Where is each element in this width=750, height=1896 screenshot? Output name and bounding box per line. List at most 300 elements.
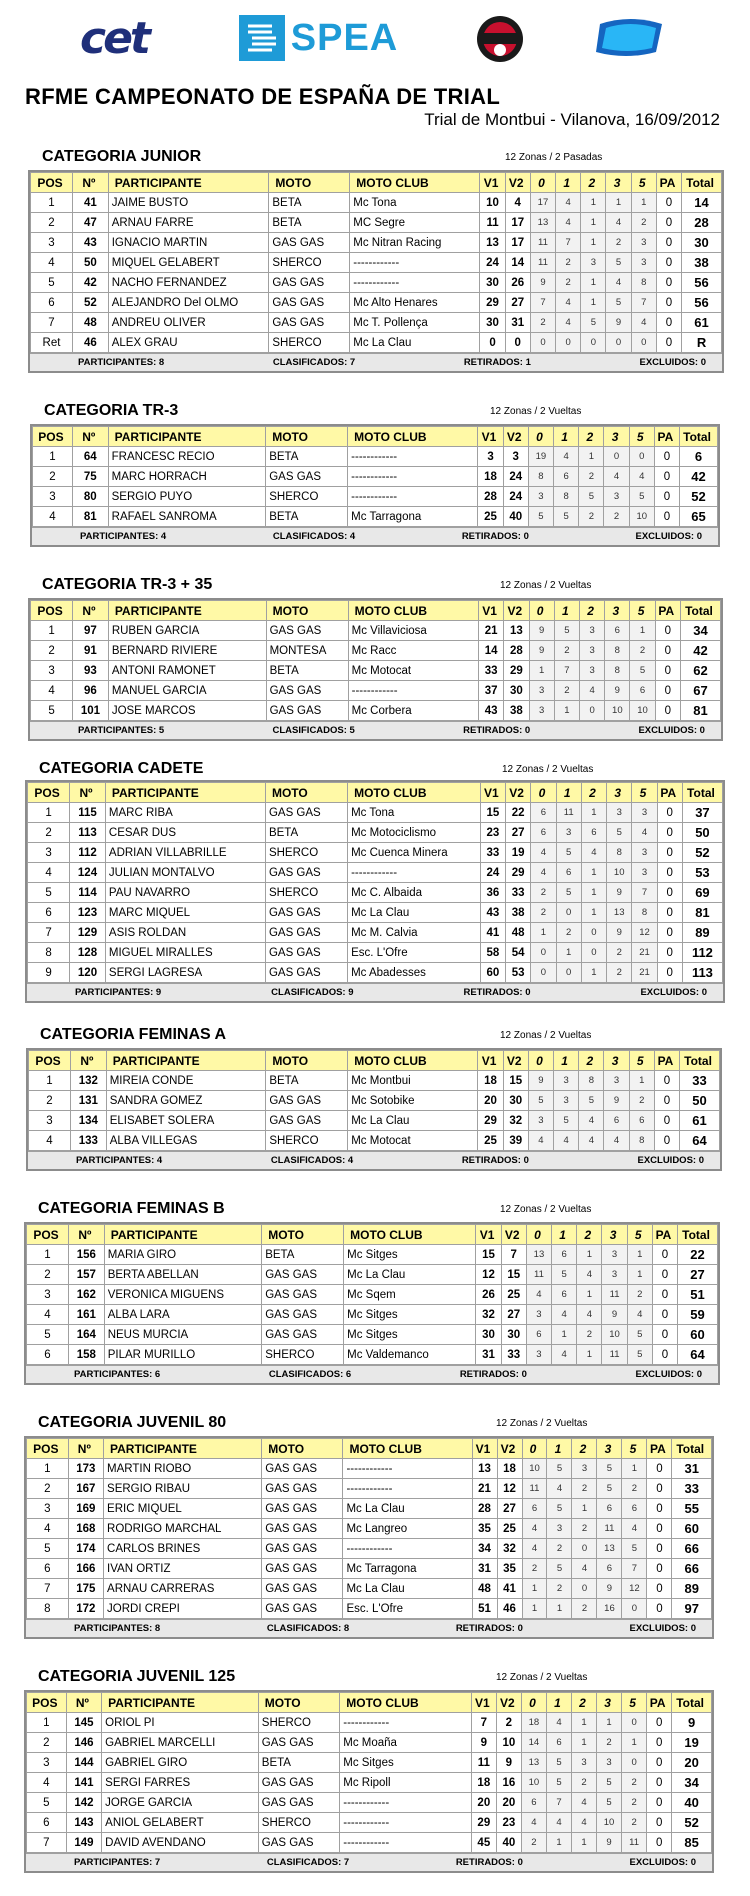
- column-header-zone-0: 0: [531, 783, 556, 803]
- cell-participant: ARNAU FARRE: [108, 213, 269, 233]
- column-header-zone-0: 0: [521, 1693, 546, 1713]
- cell-zone-3: 13: [597, 1539, 622, 1559]
- excluded-count: EXCLUIDOS: 0: [637, 1155, 704, 1166]
- cell-number: 142: [66, 1793, 102, 1813]
- cell-pos: 6: [28, 903, 70, 923]
- cell-v2: 22: [506, 803, 531, 823]
- cell-zone-3: 4: [606, 273, 631, 293]
- cell-participant: SANDRA GOMEZ: [106, 1091, 266, 1111]
- column-header-zone-5: 5: [632, 783, 657, 803]
- cell-v2: 54: [506, 943, 531, 963]
- cell-zone-5: 6: [629, 1111, 654, 1131]
- cell-zone-3: 5: [607, 823, 632, 843]
- column-header-moto: MOTO: [269, 173, 350, 193]
- cell-zone-1: 11: [556, 803, 581, 823]
- cell-zone-1: 7: [546, 1793, 571, 1813]
- cell-zone-5: 5: [627, 1325, 652, 1345]
- cell-zone-2: 3: [572, 1459, 597, 1479]
- cell-zone-2: 1: [581, 293, 606, 313]
- cell-v1: 30: [480, 273, 505, 293]
- header-row: [29, 1051, 720, 1071]
- column-header-zone-3: 3: [607, 783, 632, 803]
- cell-zone-0: 13: [530, 213, 555, 233]
- column-header-v1: V1: [478, 1051, 503, 1071]
- cell-pos: 6: [27, 1345, 69, 1365]
- cell-number: 42: [73, 273, 109, 293]
- table-row: [29, 1091, 720, 1111]
- cell-zone-0: 9: [529, 621, 554, 641]
- results-table-box: [28, 170, 724, 373]
- cell-zone-1: 5: [554, 507, 579, 527]
- cell-total: 56: [682, 293, 722, 313]
- retired-count: RETIRADOS: 0: [463, 725, 531, 736]
- cell-pa: 0: [652, 1325, 677, 1345]
- cell-moto: GAS GAS: [265, 963, 347, 983]
- cell-pos: 3: [27, 1499, 69, 1519]
- cell-zone-1: 2: [547, 1539, 572, 1559]
- cell-zone-0: 1: [522, 1599, 547, 1619]
- category-title: CATEGORIA JUVENIL 80: [38, 1414, 227, 1431]
- cell-total: 28: [682, 213, 722, 233]
- cell-zone-5: 8: [632, 903, 657, 923]
- cell-number: 166: [68, 1559, 103, 1579]
- zones-info: 12 Zonas / 2 Vueltas: [490, 406, 582, 417]
- cell-pa: 0: [652, 1245, 677, 1265]
- cell-zone-5: 4: [629, 467, 654, 487]
- column-header-zone-0: 0: [528, 427, 553, 447]
- cell-zone-3: 6: [597, 1499, 622, 1519]
- cell-pos: 3: [28, 843, 70, 863]
- column-header-moto: MOTO: [258, 1693, 339, 1713]
- cell-zone-0: 1: [529, 661, 554, 681]
- cell-participant: ALEX GRAU: [108, 333, 269, 353]
- cell-v2: 29: [504, 661, 529, 681]
- cell-participant: PILAR MURILLO: [104, 1345, 262, 1365]
- cell-zone-5: 6: [622, 1499, 647, 1519]
- cell-moto-club: Mc Moaña: [340, 1733, 472, 1753]
- cell-moto: GAS GAS: [262, 1265, 344, 1285]
- cell-zone-5: 0: [622, 1753, 647, 1773]
- cell-number: 96: [73, 681, 109, 701]
- cell-zone-5: 2: [629, 1091, 654, 1111]
- cell-zone-2: 0: [579, 701, 604, 721]
- cell-zone-5: 0: [629, 447, 654, 467]
- cell-zone-3: 9: [606, 313, 631, 333]
- column-header-zone-1: 1: [556, 173, 581, 193]
- cell-pos: 2: [27, 1265, 69, 1285]
- cell-zone-3: 5: [597, 1479, 622, 1499]
- cell-moto: GAS GAS: [262, 1559, 343, 1579]
- table-row: [31, 213, 722, 233]
- table-row: [27, 1265, 718, 1285]
- cell-moto: GAS GAS: [269, 273, 350, 293]
- cell-total: 6: [680, 447, 718, 467]
- zones-info: 12 Zonas / 2 Vueltas: [500, 1030, 592, 1041]
- cell-number: 144: [66, 1753, 102, 1773]
- cell-pos: 7: [27, 1833, 67, 1853]
- cell-participant: FRANCESC RECIO: [108, 447, 266, 467]
- table-row: [27, 1599, 712, 1619]
- cell-number: 162: [69, 1285, 105, 1305]
- cell-v1: 30: [476, 1325, 501, 1345]
- cell-pa: 0: [647, 1599, 672, 1619]
- cell-moto: GAS GAS: [262, 1305, 344, 1325]
- header-row: [31, 601, 721, 621]
- cell-zone-2: 2: [579, 507, 604, 527]
- cell-zone-3: 3: [604, 487, 629, 507]
- cell-moto-club: ------------: [340, 1833, 472, 1853]
- cell-zone-1: 4: [552, 1345, 577, 1365]
- cell-pos: 5: [31, 701, 73, 721]
- header-row: [31, 173, 722, 193]
- cell-total: 34: [672, 1773, 712, 1793]
- cell-v1: 29: [471, 1813, 496, 1833]
- cell-moto: BETA: [266, 507, 348, 527]
- cell-v2: 33: [506, 883, 531, 903]
- cell-number: 75: [72, 467, 108, 487]
- cell-pos: 8: [28, 943, 70, 963]
- cell-pa: 0: [656, 193, 681, 213]
- cell-zone-1: 2: [556, 923, 581, 943]
- zones-info: 12 Zonas / 2 Vueltas: [496, 1672, 588, 1683]
- column-header-zone-2: 2: [572, 1439, 597, 1459]
- cell-moto: SHERCO: [266, 487, 348, 507]
- cell-participant: ANDREU OLIVER: [108, 313, 269, 333]
- cell-zone-3: 5: [606, 253, 631, 273]
- cell-v1: 33: [479, 661, 504, 681]
- cell-pa: 0: [652, 1265, 677, 1285]
- cell-v1: 25: [478, 507, 503, 527]
- column-header-v2: V2: [497, 1439, 522, 1459]
- cell-zone-5: 4: [631, 313, 656, 333]
- cell-moto: GAS GAS: [265, 943, 347, 963]
- cell-moto-club: Mc Tona: [348, 803, 481, 823]
- page-subtitle: Trial de Montbui - Vilanova, 16/09/2012: [424, 110, 720, 129]
- cell-zone-0: 2: [521, 1833, 546, 1853]
- summary-bar: [26, 1853, 712, 1871]
- classified-count: CLASIFICADOS: 8: [266, 1623, 350, 1634]
- cell-moto-club: ------------: [348, 467, 478, 487]
- cell-zone-3: 9: [607, 883, 632, 903]
- cell-zone-3: 9: [604, 1091, 629, 1111]
- table-row: [28, 903, 723, 923]
- column-header-number: Nº: [68, 1439, 103, 1459]
- cell-moto: GAS GAS: [269, 313, 350, 333]
- cell-pos: 5: [27, 1793, 67, 1813]
- cell-v2: 20: [496, 1793, 521, 1813]
- cell-v2: 17: [505, 213, 530, 233]
- cell-total: R: [682, 333, 722, 353]
- cell-pos: 1: [29, 1071, 71, 1091]
- cell-pos: 4: [27, 1305, 69, 1325]
- column-header-zone-5: 5: [629, 427, 654, 447]
- table-row: [27, 1345, 718, 1365]
- cell-zone-2: 0: [581, 943, 606, 963]
- cell-zone-0: 3: [528, 1111, 553, 1131]
- column-header-zone-3: 3: [597, 1693, 622, 1713]
- column-header-participant: PARTICIPANTE: [108, 601, 266, 621]
- cell-participant: SERGI LAGRESA: [105, 963, 265, 983]
- cell-zone-2: 1: [571, 1713, 596, 1733]
- cell-zone-5: 4: [632, 823, 657, 843]
- cell-zone-3: 2: [604, 507, 629, 527]
- cell-zone-1: 0: [556, 903, 581, 923]
- results-table: [32, 426, 718, 527]
- cell-number: 168: [68, 1519, 103, 1539]
- summary-bar: [28, 1151, 720, 1169]
- cell-zone-1: 2: [556, 273, 581, 293]
- cell-zone-1: 2: [547, 1579, 572, 1599]
- cell-zone-0: 7: [530, 293, 555, 313]
- cell-number: 80: [72, 487, 108, 507]
- column-header-v2: V2: [504, 601, 529, 621]
- cell-v2: 16: [496, 1773, 521, 1793]
- cell-participant: BERNARD RIVIERE: [108, 641, 266, 661]
- cell-pa: 0: [656, 213, 681, 233]
- cell-participant: ELISABET SOLERA: [106, 1111, 266, 1131]
- cell-moto-club: Mc Tarragona: [348, 507, 478, 527]
- cell-v1: 23: [480, 823, 505, 843]
- cell-pos: 8: [27, 1599, 69, 1619]
- cell-pa: 0: [652, 1305, 677, 1325]
- cell-v1: 32: [476, 1305, 501, 1325]
- column-header-v1: V1: [476, 1225, 501, 1245]
- cell-zone-1: 5: [547, 1459, 572, 1479]
- cell-pos: 2: [27, 1733, 67, 1753]
- cell-zone-5: 3: [632, 843, 657, 863]
- cell-number: 93: [73, 661, 109, 681]
- cell-number: 115: [70, 803, 106, 823]
- cell-zone-5: 2: [622, 1479, 647, 1499]
- cell-total: 97: [672, 1599, 712, 1619]
- cell-v2: 41: [497, 1579, 522, 1599]
- cell-moto: SHERCO: [258, 1713, 339, 1733]
- cell-pa: 0: [647, 1479, 672, 1499]
- column-header-zone-2: 2: [581, 173, 606, 193]
- cell-v1: 31: [472, 1559, 497, 1579]
- column-header-zone-3: 3: [604, 427, 629, 447]
- cell-number: 123: [70, 903, 106, 923]
- cell-zone-1: 6: [556, 863, 581, 883]
- category-title: CATEGORIA TR-3: [44, 402, 179, 419]
- cell-zone-3: 4: [604, 467, 629, 487]
- cell-zone-1: 5: [547, 1559, 572, 1579]
- cell-number: 143: [66, 1813, 102, 1833]
- cell-zone-2: 4: [577, 1265, 602, 1285]
- cell-v2: 33: [501, 1345, 526, 1365]
- cell-pa: 0: [656, 233, 681, 253]
- cell-v1: 51: [472, 1599, 497, 1619]
- cell-zone-1: 4: [556, 193, 581, 213]
- table-row: [33, 487, 718, 507]
- cell-zone-0: 17: [530, 193, 555, 213]
- cell-number: 132: [71, 1071, 107, 1091]
- cell-zone-3: 9: [597, 1833, 622, 1853]
- cell-v2: 30: [501, 1325, 526, 1345]
- table-row: [28, 803, 723, 823]
- cell-zone-2: 1: [581, 233, 606, 253]
- cell-pos: 7: [27, 1579, 69, 1599]
- cell-zone-1: 0: [556, 963, 581, 983]
- excluded-count: EXCLUIDOS: 0: [629, 1623, 696, 1634]
- cell-zone-5: 4: [622, 1519, 647, 1539]
- cell-zone-2: 1: [577, 1245, 602, 1265]
- cell-total: 64: [680, 1131, 720, 1151]
- cell-pos: 4: [28, 863, 70, 883]
- cell-zone-3: 10: [602, 1325, 627, 1345]
- cell-moto-club: Mc Alto Henares: [350, 293, 480, 313]
- cell-participant: MARIA GIRO: [104, 1245, 262, 1265]
- cell-zone-3: 11: [602, 1285, 627, 1305]
- header-row: [27, 1439, 712, 1459]
- cell-zone-1: 4: [556, 213, 581, 233]
- cell-moto: SHERCO: [265, 883, 347, 903]
- column-header-v2: V2: [506, 783, 531, 803]
- cell-zone-5: 0: [622, 1713, 647, 1733]
- cell-zone-3: 10: [605, 701, 630, 721]
- cell-number: 134: [71, 1111, 107, 1131]
- results-table: [26, 1224, 718, 1365]
- cell-moto: GAS GAS: [265, 923, 347, 943]
- cell-v2: 3: [503, 447, 528, 467]
- cell-zone-0: 14: [521, 1733, 546, 1753]
- column-header-moto: MOTO: [266, 1051, 348, 1071]
- cell-pos: 1: [33, 447, 73, 467]
- cell-participant: MIQUEL GELABERT: [108, 253, 269, 273]
- cell-total: 27: [678, 1265, 718, 1285]
- cell-moto: GAS GAS: [269, 233, 350, 253]
- cell-total: 89: [672, 1579, 712, 1599]
- cell-zone-3: 9: [607, 923, 632, 943]
- cell-zone-1: 3: [554, 1071, 579, 1091]
- cell-participant: ANIOL GELABERT: [102, 1813, 259, 1833]
- column-header-moto-club: MOTO CLUB: [343, 1439, 472, 1459]
- cell-pos: 1: [27, 1459, 69, 1479]
- spea-logo-text: SPEA: [290, 16, 399, 59]
- cell-total: 14: [682, 193, 722, 213]
- cell-zone-3: 3: [602, 1245, 627, 1265]
- cell-participant: ANTONI RAMONET: [108, 661, 266, 681]
- zones-info: 12 Zonas / 2 Vueltas: [496, 1418, 588, 1429]
- cell-participant: BERTA ABELLAN: [104, 1265, 262, 1285]
- cell-moto-club: Mc Sqem: [344, 1285, 476, 1305]
- table-row: [33, 507, 718, 527]
- excluded-count: EXCLUIDOS: 0: [639, 357, 706, 368]
- column-header-participant: PARTICIPANTE: [105, 783, 265, 803]
- cell-pa: 0: [654, 1091, 679, 1111]
- cell-total: 62: [680, 661, 720, 681]
- column-header-zone-1: 1: [546, 1693, 571, 1713]
- cell-moto: BETA: [258, 1753, 339, 1773]
- cell-zone-0: 1: [531, 923, 556, 943]
- cell-v1: 14: [479, 641, 504, 661]
- cell-moto: GAS GAS: [266, 1111, 348, 1131]
- cell-number: 113: [70, 823, 106, 843]
- cell-moto: GAS GAS: [258, 1793, 339, 1813]
- summary-bar: [26, 1619, 712, 1637]
- cell-participant: SERGIO PUYO: [108, 487, 266, 507]
- cell-zone-3: 3: [602, 1265, 627, 1285]
- cell-v2: 35: [497, 1559, 522, 1579]
- cell-pos: 3: [31, 233, 73, 253]
- cell-moto-club: ------------: [340, 1813, 472, 1833]
- cell-moto: GAS GAS: [258, 1833, 339, 1853]
- header-row: [27, 1693, 712, 1713]
- column-header-zone-1: 1: [556, 783, 581, 803]
- column-header-zone-1: 1: [554, 601, 579, 621]
- cell-v1: 29: [478, 1111, 503, 1131]
- participants-count: PARTICIPANTES: 8: [74, 1623, 161, 1634]
- cell-moto-club: Mc M. Calvia: [348, 923, 481, 943]
- cell-pos: 9: [28, 963, 70, 983]
- cell-pa: 0: [657, 883, 682, 903]
- cell-zone-2: 1: [581, 863, 606, 883]
- cell-zone-5: 2: [631, 213, 656, 233]
- cell-zone-0: 2: [531, 903, 556, 923]
- cell-participant: JAIME BUSTO: [108, 193, 269, 213]
- table-row: [27, 1833, 712, 1853]
- cell-moto-club: ------------: [340, 1793, 472, 1813]
- cell-total: 40: [672, 1793, 712, 1813]
- column-header-zone-2: 2: [571, 1693, 596, 1713]
- table-row: [28, 943, 723, 963]
- cell-participant: IGNACIO MARTIN: [108, 233, 269, 253]
- cell-zone-5: 5: [629, 487, 654, 507]
- cell-zone-0: 0: [530, 333, 555, 353]
- cell-pos: 5: [28, 883, 70, 903]
- cell-v1: 15: [476, 1245, 501, 1265]
- cell-number: 157: [69, 1265, 105, 1285]
- cell-total: 50: [680, 1091, 720, 1111]
- cell-zone-2: 1: [581, 213, 606, 233]
- cell-zone-3: 13: [607, 903, 632, 923]
- cell-v1: 37: [479, 681, 504, 701]
- cell-zone-2: 1: [571, 1733, 596, 1753]
- cell-zone-0: 4: [531, 863, 556, 883]
- column-header-moto: MOTO: [262, 1225, 344, 1245]
- column-header-v1: V1: [480, 783, 505, 803]
- table-row: [27, 1753, 712, 1773]
- cell-pa: 0: [657, 903, 682, 923]
- cell-zone-5: 12: [632, 923, 657, 943]
- cell-zone-2: 2: [572, 1519, 597, 1539]
- cell-moto-club: ------------: [350, 253, 480, 273]
- participants-count: PARTICIPANTES: 7: [74, 1857, 161, 1868]
- cell-pos: 1: [31, 621, 73, 641]
- cell-participant: MARTIN RIOBO: [104, 1459, 262, 1479]
- cell-number: 141: [66, 1773, 102, 1793]
- cell-zone-5: 2: [622, 1773, 647, 1793]
- column-header-moto: MOTO: [265, 783, 347, 803]
- cell-v2: 27: [501, 1305, 526, 1325]
- cell-total: 81: [682, 903, 722, 923]
- cell-zone-0: 6: [522, 1499, 547, 1519]
- cell-pos: 4: [27, 1519, 69, 1539]
- cell-zone-1: 2: [554, 641, 579, 661]
- cell-zone-1: 8: [554, 487, 579, 507]
- cell-number: 174: [68, 1539, 103, 1559]
- column-header-pa: PA: [647, 1439, 672, 1459]
- cell-pa: 0: [647, 1773, 672, 1793]
- cell-participant: NEUS MURCIA: [104, 1325, 262, 1345]
- s3-logo: [590, 14, 670, 64]
- cell-zone-0: 18: [521, 1713, 546, 1733]
- cell-zone-3: 9: [597, 1579, 622, 1599]
- cell-total: 33: [680, 1071, 720, 1091]
- cell-zone-0: 11: [530, 253, 555, 273]
- column-header-moto-club: MOTO CLUB: [344, 1225, 476, 1245]
- cell-pos: 1: [31, 193, 73, 213]
